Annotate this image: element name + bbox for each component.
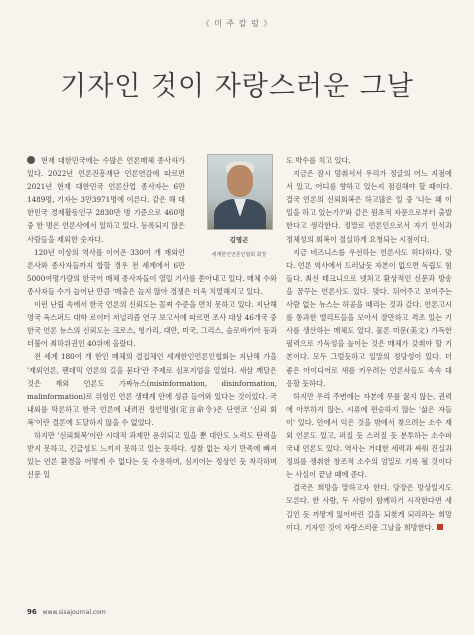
paragraph: 이런 난립 속에서 한국 언론의 신뢰도는 꼴찌 수준을 면치 못하고 있다. 지난해 영국 옥스퍼드 대학 로이터 저널리즘 연구 보고서에 따르면 조사 대상 46개국 중 한국 언론 뉴스의 신뢰도는 크로스, 헝가리, 대만, 미국, 그리스, 슬로바키아 등과 더불어 최하위권인 40위에 올랐다. (27, 300, 277, 349)
site-url: www.sisajournal.com (42, 609, 106, 616)
article-body (27, 154, 452, 594)
author-photo (207, 154, 273, 230)
right-column (286, 154, 452, 534)
author-role: 세계한인언론인협회 회장 (211, 252, 267, 259)
paragraph: 전 세계 180여 개 한인 매체의 결집체인 세계한인언론인협회는 지난해 가을 '재외언론, 팬데믹 언론의 길을 묻다'란 주제로 심포지엄을 열었다. 새삼 깨달은 것은 재외 언론도 가짜뉴스(misinformation, disinformation, malinformation)로 위험인 언론 생태계 안에 성큼 들어와 있다는 것이었다. 국내외를 막론하고 한국 언론에 내려진 정언명령(定言命令)은 단연코 '신뢰 회복'이란 결론에 도달하지 않을 수 없었다. (27, 352, 277, 427)
paragraph: 하지만 '신뢰회복'이란 시대적 과제만 운위되고 있을 뿐 대안도 노력도 탄력을 받지 못하고, 긴급성도 느끼지 못하고 있는 듯하다. 성찰 없는 자기 만족에 빠져 있는 언론 환경을 어떻게 수 없다는 듯 수용하며, 심지어는 정상인 듯 착각하며 신문 일 (27, 430, 277, 480)
paragraph: 결국은 희망을 말하고자 한다. 당장은 망상일지도 모른다. 한 사람, 두 사람이 함께하기 시작한다면 새 길인 듯 까맣게 잃어버린 길을 되찾게 되리라는 희망이다. 기자인 것이 자랑스러운 그날을 희망한다. (286, 483, 452, 532)
paragraph: 지금은 잠시 멈춰서서 우리가 정글의 어느 지점에 서 있고, 어디를 향하고 있는지 점검해야 할 때이다. 결국 언론의 신뢰회복은 하고많은 일 중 '나는 왜 이 일을 하고 있는가?'와 같은 원초적 자문으로부터 출발한다고 생각한다. 정말로 언론인으로서 자기 인식과 정체성의 회복이 절실하게 요청되는 시점이다. (286, 169, 452, 244)
section-label: 《 미 주 칼 럼 》 (201, 19, 273, 28)
page-number: 96 (27, 608, 37, 616)
paragraph: 120년 이상의 역사를 이어온 330여 개 재외언론사와 종사자들까지 합할 경우 전 세계에서 6만 5000여명가량의 한국어 매체 종사자들이 열일 기사를 쏟아내고 있다. 매체 수와 종사자들 수가 늘어난 만큼 '매출은 늘지 않아 경쟁은 더욱 치열해지고 있다. (27, 247, 277, 296)
author-box (193, 154, 277, 262)
author-name: 김명곤 (229, 236, 249, 244)
end-mark-icon (437, 524, 443, 530)
bullet-icon (27, 156, 35, 164)
left-column (27, 154, 277, 594)
paragraph: 도 박수를 치고 있다. (286, 156, 351, 165)
paragraph: 하지만 우리 주변에는 자본에 무릎 꿇지 않는, 권력에 아부하지 않는, 시류에 편승하지 않는 '삶은 자들이' 있다. 안에서 익은 것을 밖에서 찾으려는 소수 재외 언론도 있고, 퍼질 듯 스러질 듯 분투하는 소수파 국내 언론도 있다. 역사는 거대한 세력과 싸워 진실과 정의를 쟁취한 창조적 소수의 엄밀로 기록 될 것이다는 사실이 끝날 때에 준다. (286, 391, 452, 480)
paragraph: 지금 비즈니스를 우선하는 언론사도 허다하다. 맞다. 언론 역사에서 드러났듯 자본이 없으면 독립도 힘들다. 최신 테크니으로 넷쳐고 환상적인 신문과 방송을 꿈꾸는 언론사도 있다. 맞다. 뒤어주고 보여주는 사람 없는 뉴스는 허공을 때리는 것과 같다. 언론고시를 통과한 엘리트들을 모아서 잘만하고 격조 있는 기사를 생산하는 매체도 있다. 물론 미문(美文) 가득한 필력으로 가독성을 높이는 것은 매체가 갖춰야 할 기본이다. 모두 그럴듯하고 일말의 정당성이 있다. 더 좋은 아이디어로 새를 키우려는 언론사들도 속속 대응할 듯하다. (286, 247, 452, 388)
article-title: 기자인 것이 자랑스러운 그날 (60, 71, 414, 102)
paragraph: 현재 대한민국에는 수많은 언론매체 종사자가 있다. 2022년 언론진흥재단 언론연감에 따르면 2021년 현재 대한민국 언론산업 종사자는 6만1489명, 기자는 3만3971명에 이른다. 같은 해 대한민국 경제활동인구 2830만 명 기준으로 460명 중 한 명은 언론사에서 일하고 있다. 등록되지 않은 사람들을 제외한 숫자다. (27, 156, 185, 244)
page-footer (27, 608, 106, 616)
